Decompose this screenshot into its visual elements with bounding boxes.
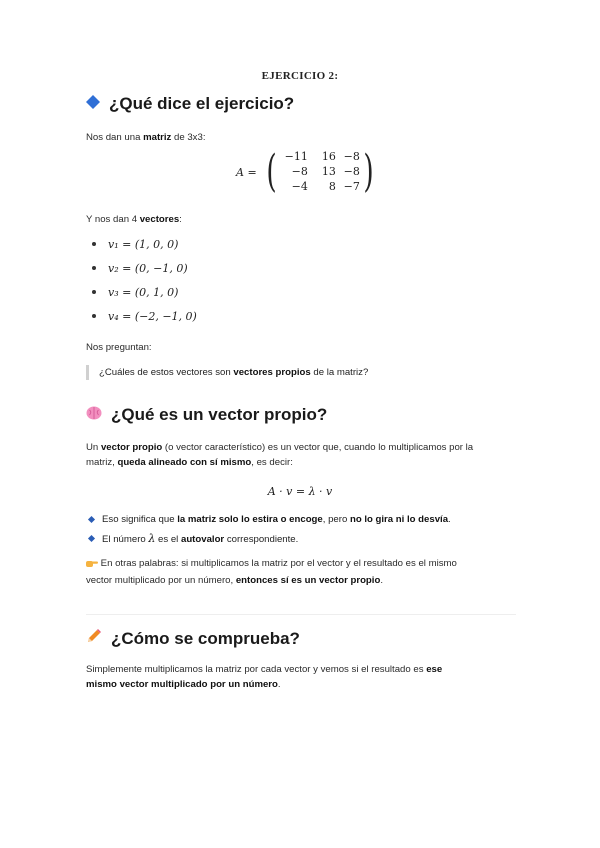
bold-run: ese (426, 664, 443, 675)
text-run: ¿Cuáles de estos vectores son (99, 367, 234, 378)
text-run: El número (102, 534, 149, 545)
text-run: correspondiente. (224, 534, 299, 545)
matrix-cell: 16 (321, 150, 336, 163)
explanation-list (86, 510, 451, 548)
list-item (86, 256, 197, 280)
section-heading-how-check (86, 628, 300, 649)
bold-run: no lo gira ni lo desvía (349, 514, 449, 525)
summary-paragraph (86, 556, 516, 588)
definition-paragraph (86, 440, 516, 470)
bold-run: queda alineado con sí mismo (117, 457, 252, 468)
matrix-cell: 13 (321, 165, 336, 178)
right-paren: ) (363, 146, 374, 197)
method-paragraph (86, 662, 516, 692)
matrix-cell: −4 (291, 180, 308, 193)
bold-run: entonces sí es un vector propio (235, 575, 381, 586)
matrix-cell: −7 (343, 180, 360, 193)
text-run: En otras palabras: si multiplicamos la matriz por el vector y el resultado es el mismo (98, 558, 457, 569)
pencil-icon (86, 628, 102, 649)
bold-run: vectores propios (233, 367, 311, 378)
bold-run: autovalor (180, 534, 225, 545)
bold-run: vector propio (100, 442, 163, 453)
text-run: Eso significa que (102, 514, 178, 525)
brain-icon (86, 405, 102, 425)
matrix-lhs: A = (236, 165, 257, 179)
vector-v4: v₄ = (−2, −1, 0) (108, 309, 197, 323)
matrix-equation (236, 146, 377, 197)
text-run: es el (155, 534, 181, 545)
bullet-icon (92, 314, 96, 318)
vector-v2: v₂ = (0, −1, 0) (108, 261, 188, 275)
list-item-text (102, 514, 451, 525)
text-run: , pero (322, 514, 350, 525)
section-heading-what-says (86, 94, 294, 114)
text-run: Simplemente multiplicamos la matriz por cada vector y vemos si el resultado es (86, 664, 427, 675)
bold-run: vectores (139, 214, 180, 225)
intro-paragraph (86, 130, 516, 145)
blockquote (86, 365, 368, 380)
vector-v1: v₁ = (1, 0, 0) (108, 237, 179, 251)
bullet-icon (92, 266, 96, 270)
lambda-symbol: λ (148, 532, 156, 545)
section-heading-eigenvector (86, 405, 327, 425)
text-run: : (179, 214, 182, 225)
small-blue-diamond-icon (88, 516, 95, 523)
matrix-cell: −11 (284, 150, 308, 163)
matrix-cell: −8 (343, 165, 360, 178)
heading-text: ¿Qué dice el ejercicio? (109, 94, 295, 113)
matrix-cell: −8 (291, 165, 308, 178)
heading-text: ¿Qué es un vector propio? (111, 405, 328, 424)
bold-run: la matriz solo lo estira o encoge (177, 514, 323, 525)
eigen-equation: A · v = λ · v (267, 485, 333, 498)
matrix-grid (280, 150, 360, 194)
text-run: Y nos dan 4 (86, 214, 140, 225)
bold-run: mismo vector multiplicado por un número (86, 679, 278, 690)
vectors-intro (86, 212, 516, 227)
list-item (86, 510, 451, 529)
blue-diamond-icon (86, 94, 100, 114)
text-run: , es decir: (251, 457, 293, 468)
bullet-icon (92, 290, 96, 294)
bold-run: matriz (143, 132, 172, 143)
text-run: Un (86, 442, 101, 453)
ask-paragraph: Nos preguntan: (86, 342, 152, 353)
vector-v3: v₃ = (0, 1, 0) (108, 285, 179, 299)
text-run: de 3x3: (171, 132, 206, 143)
text-run: . (380, 575, 383, 586)
list-item (86, 232, 197, 256)
text-run: vector multiplicado por un número, (86, 575, 236, 586)
bullet-icon (92, 242, 96, 246)
divider (86, 614, 516, 615)
matrix-cell: 8 (328, 180, 336, 193)
text-run: de la matriz? (310, 367, 369, 378)
list-item (86, 529, 451, 548)
text-run: Nos dan una (86, 132, 144, 143)
list-item (86, 304, 197, 328)
text-run: matriz, (86, 457, 118, 468)
exercise-title: EJERCICIO 2: (261, 70, 339, 82)
heading-text: ¿Cómo se comprueba? (111, 628, 300, 648)
vector-list (86, 232, 197, 328)
left-paren: ( (266, 146, 277, 197)
text-run: . (448, 514, 451, 525)
list-item (86, 280, 197, 304)
text-run: . (277, 679, 281, 690)
text-run: (o vector característico) es un vector que, cuando lo multiplicamos por la (162, 442, 474, 453)
matrix-cell: −8 (343, 150, 360, 163)
pointing-hand-icon (86, 558, 98, 573)
small-blue-diamond-icon (88, 535, 95, 542)
list-item-text (102, 532, 298, 545)
